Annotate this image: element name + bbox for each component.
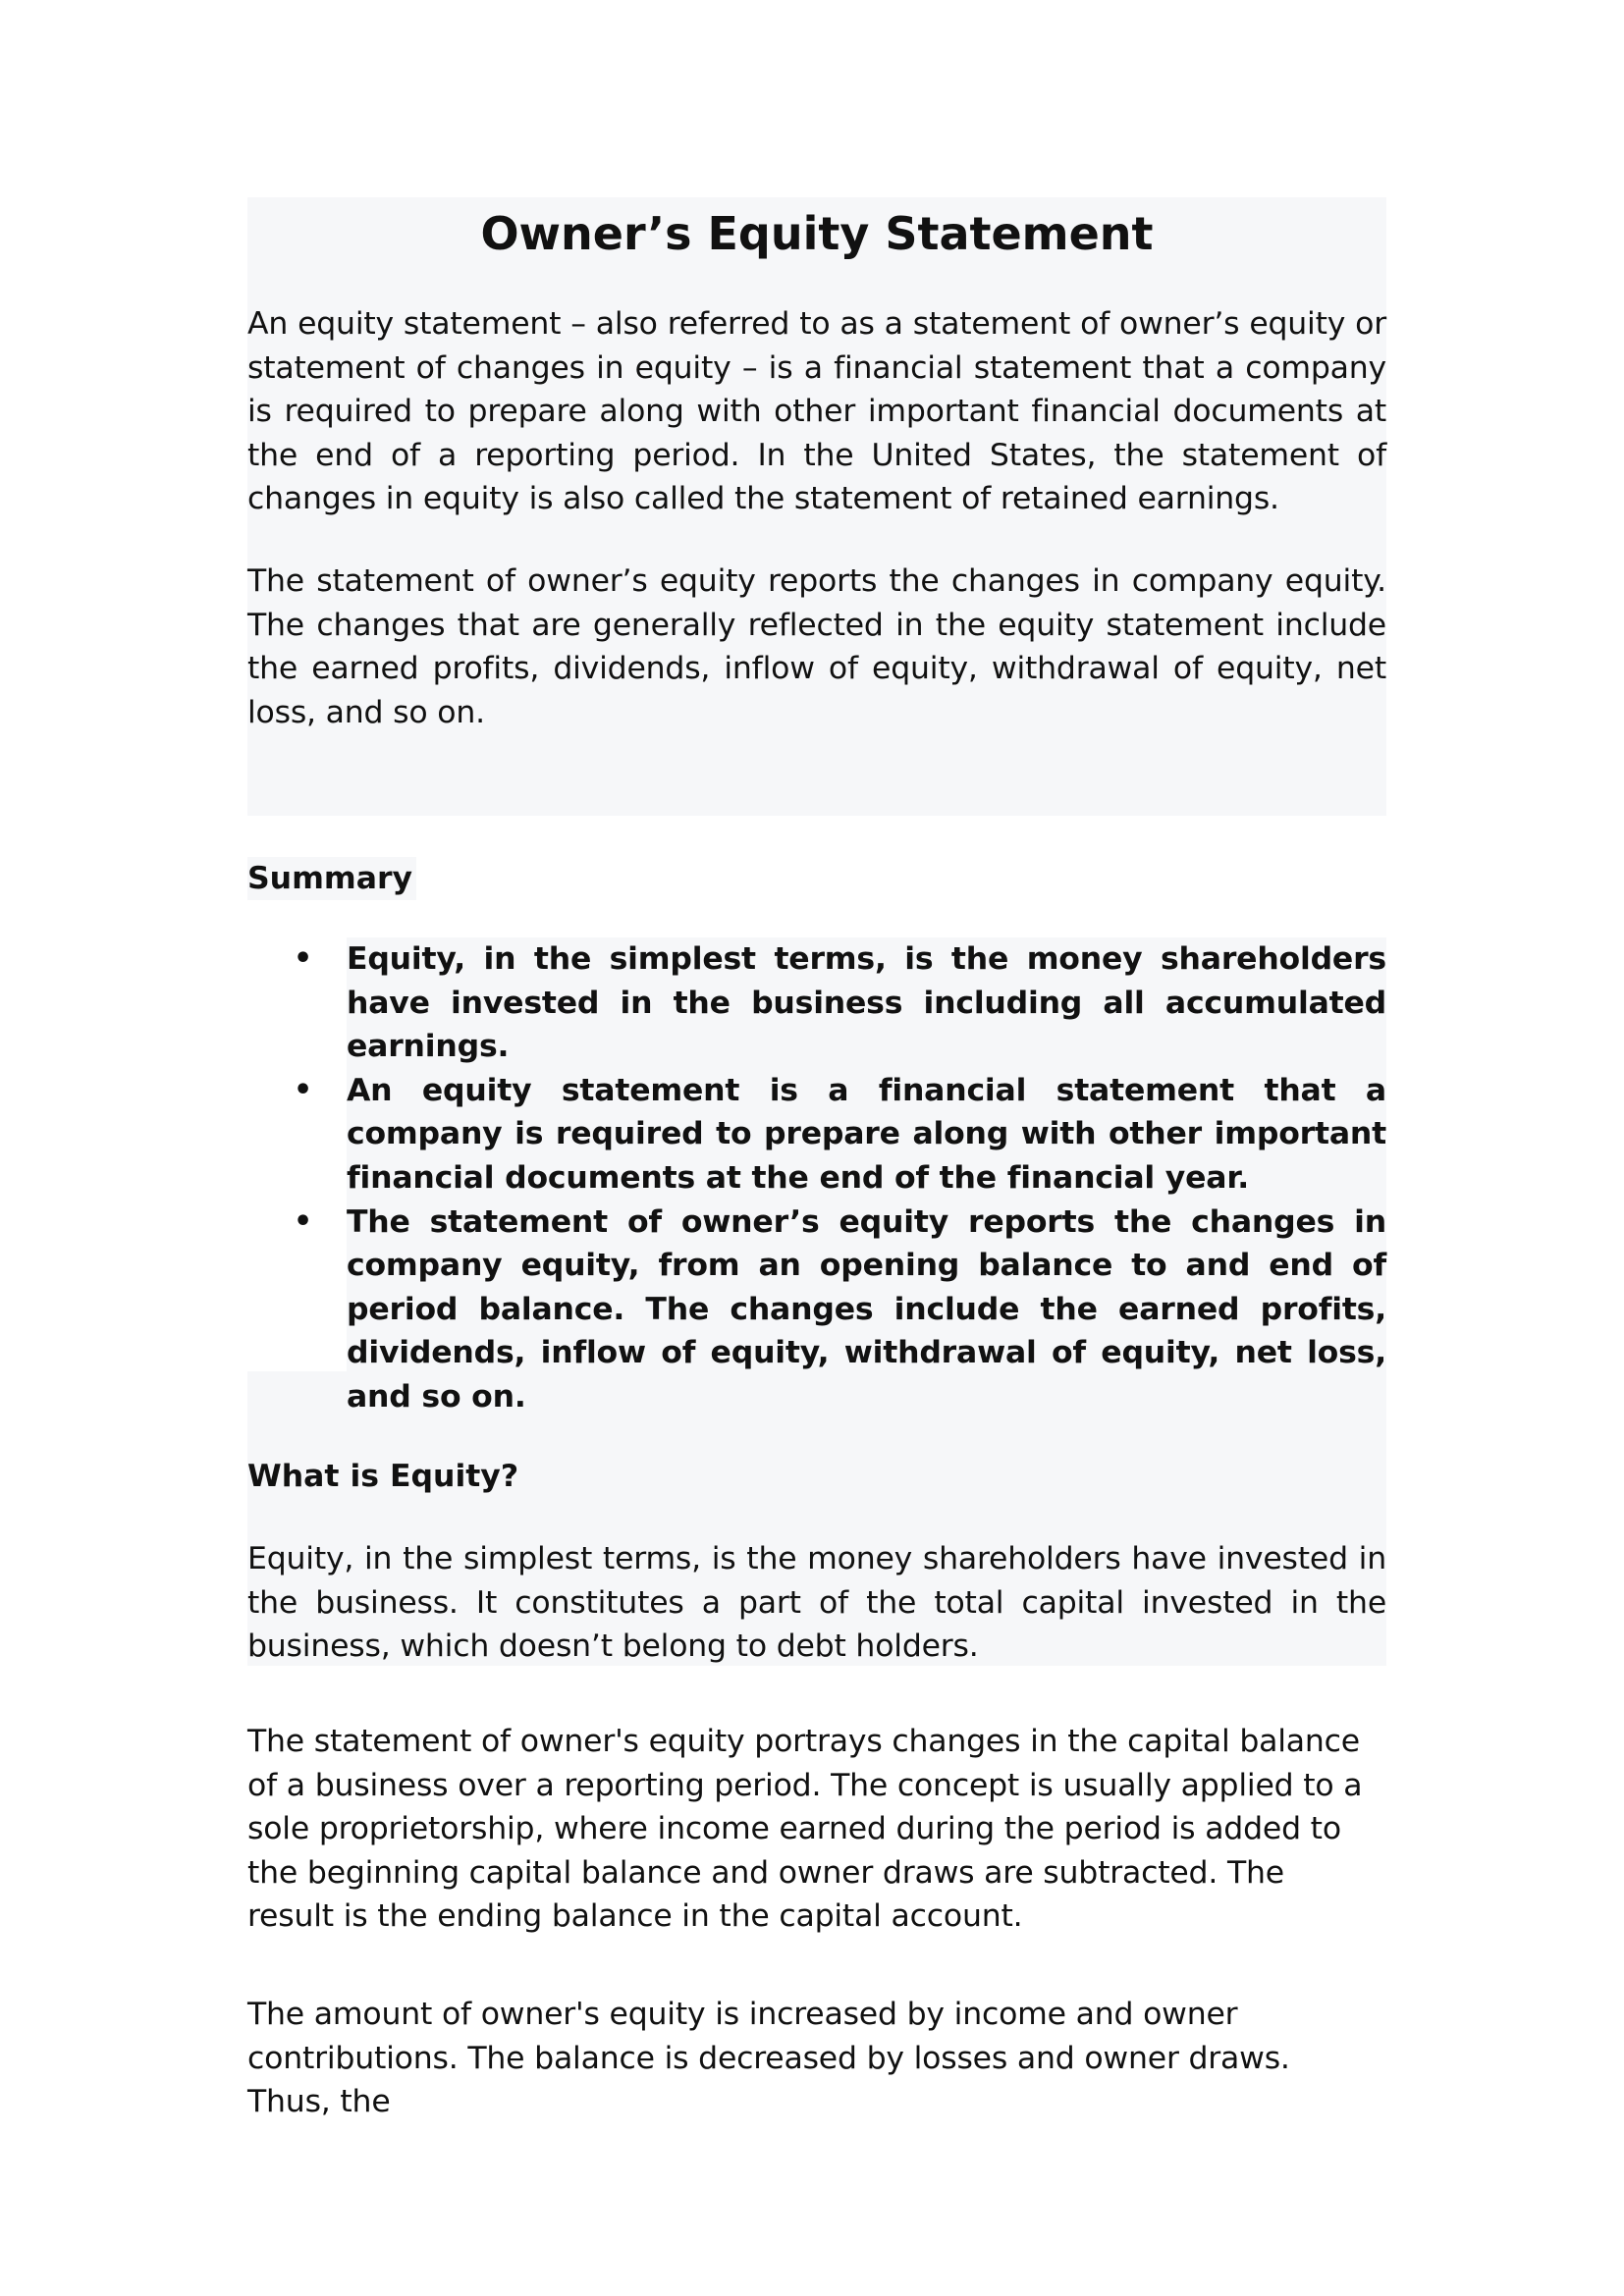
summary-item-text: An equity statement is a financial statement that a company is required to prepare along with other important financial documents at the end of the financial year.	[347, 1069, 1386, 1201]
summary-heading: Summary	[247, 857, 416, 900]
what-is-equity-heading: What is Equity?	[247, 1459, 519, 1494]
bullet-icon: •	[294, 941, 312, 976]
body-paragraph-2: The amount of owner's equity is increased by income and owner contributions. The balance is decreased by losses and owner draws. Thus, the	[247, 1997, 1290, 2120]
summary-item-text: Equity, in the simplest terms, is the money shareholders have invested in the business including all accumulated earnings.	[347, 937, 1386, 1069]
list-item	[247, 1069, 1386, 1201]
what-is-equity-paragraph: Equity, in the simplest terms, is the money shareholders have invested in the business. It constitutes a part of the total capital invested in the business, which doesn’t belong to debt holders.	[247, 1541, 1386, 1665]
summary-list	[247, 937, 1386, 1419]
page-title: Owner’s Equity Statement	[480, 207, 1154, 260]
intro-paragraph-2: The statement of owner’s equity reports the changes in company equity. The changes that are generally reflected in the equity statement include the earned profits, dividends, inflow of equity, withdrawal of equity, net loss, and so on.	[247, 563, 1386, 730]
intro-paragraph-1: An equity statement – also referred to as a statement of owner’s equity or statement of changes in equity – is a financial statement that a company is required to prepare along with other important financial documents at the end of a reporting period. In the United States, the statement of changes in equity is also called the statement of retained earnings.	[247, 306, 1386, 517]
body-paragraph-1: The statement of owner's equity portrays changes in the capital balance of a business over a reporting period. The concept is usually applied to a sole proprietorship, where income earned during the period is added to the beginning capital balance and owner draws are subtracted. The result is the ending balance in the capital account.	[247, 1724, 1363, 1935]
list-item	[247, 937, 1386, 1069]
bullet-icon: •	[294, 1203, 312, 1239]
summary-item-text: The statement of owner’s equity reports the changes in company equity, from an opening balance to and end of period balance. The changes include the earned profits, dividends, inflow of equity, withdrawal of equity, net loss, and so on.	[347, 1201, 1386, 1419]
list-item	[247, 1201, 1386, 1419]
bullet-icon: •	[294, 1072, 312, 1107]
